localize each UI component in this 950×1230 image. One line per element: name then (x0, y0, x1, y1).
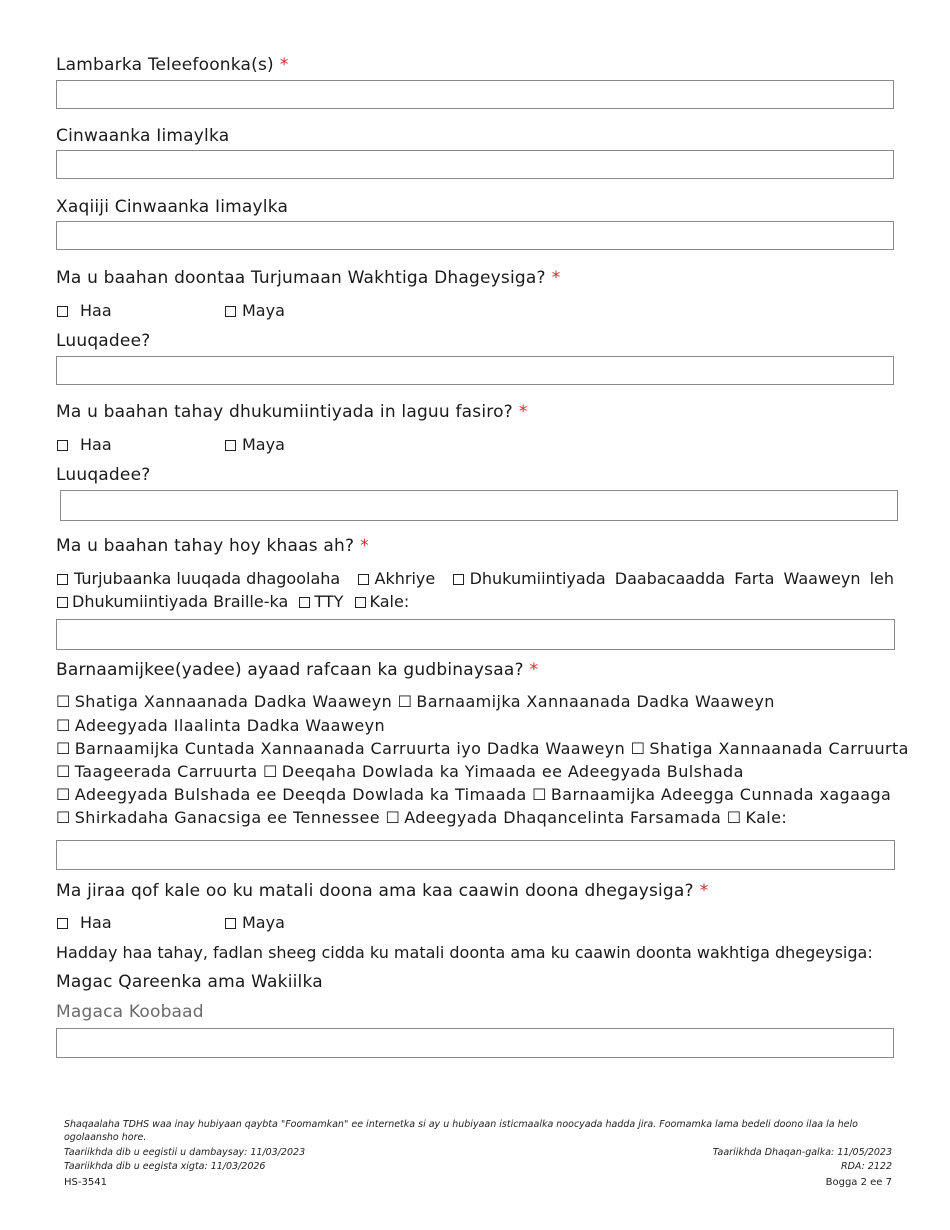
first-name-label: Magaca Koobaad (56, 1002, 204, 1022)
program-label: Deeqaha Dowlada ka Yimaada ee Adeegyada Bulshada (281, 762, 744, 781)
translation-yes-option[interactable] (57, 435, 112, 454)
checkbox-icon[interactable]: ☐ (56, 716, 71, 735)
program-item[interactable] (398, 692, 775, 711)
special-needs-question-text: Ma u baahan tahay hoy khaas ah? (56, 536, 355, 556)
special-needs-other-input[interactable] (56, 619, 895, 650)
program-label: Taageerada Carruurta (74, 762, 258, 781)
program-item[interactable] (631, 739, 909, 758)
phone-input[interactable] (56, 80, 894, 109)
footer-last-review: Taariikhda dib u eegistii u dambaysay: 11/03/2023 (64, 1147, 306, 1158)
program-label: Barnaamijka Adeegga Cunnada xagaaga (550, 785, 892, 804)
programs-line-2 (56, 716, 385, 735)
option-label: Haa (80, 913, 112, 932)
representative-instruction: Hadday haa tahay, fadlan sheeg cidda ku matali doonta ama ku caawin doonta wakhtiga dhegeysiga: (56, 943, 873, 962)
checkbox-icon[interactable] (358, 574, 369, 585)
program-item[interactable] (56, 739, 625, 758)
option-label: Maya (242, 913, 285, 932)
option-label: Dhukumiintiyada Braille-ka (72, 592, 289, 611)
program-label: Barnaamijka Cuntada Xannaanada Carruurta iyo Dadka Waaweyn (74, 739, 626, 758)
footer-next-review: Taariikhda dib u eegista xigta: 11/03/2026 (64, 1161, 266, 1172)
program-label: Barnaamijka Xannaanada Dadka Waaweyn (416, 692, 775, 711)
option-braille[interactable] (57, 592, 288, 611)
checkbox-icon[interactable] (57, 597, 68, 608)
email-label: Cinwaanka Iimaylka (56, 126, 230, 146)
program-item[interactable] (532, 785, 891, 804)
programs-line-4 (56, 762, 744, 781)
program-item[interactable] (56, 692, 392, 711)
program-item[interactable] (56, 785, 527, 804)
checkbox-icon[interactable]: ☐ (385, 808, 401, 827)
checkbox-icon[interactable]: ☐ (397, 692, 413, 711)
required-marker: * (360, 536, 369, 556)
program-item[interactable] (56, 808, 380, 827)
checkbox-icon[interactable] (57, 918, 68, 929)
checkbox-icon[interactable]: ☐ (56, 785, 71, 804)
checkbox-icon[interactable] (57, 440, 68, 451)
representative-name-label: Magac Qareenka ama Wakiilka (56, 972, 323, 992)
special-needs-question (56, 536, 369, 556)
option-label: Dhukumiintiyada Daabacaadda Farta Waaweyn leh (469, 569, 894, 588)
translation-question-text: Ma u baahan tahay dhukumiintiyada in laguu fasiro? (56, 402, 513, 422)
option-label: Haa (80, 301, 112, 320)
programs-question (56, 660, 538, 680)
option-reader[interactable] (358, 569, 436, 588)
program-label: Kale: (745, 808, 788, 827)
footer-effective-date: Taariikhda Dhaqan-galka: 11/05/2023 (712, 1147, 892, 1158)
footer-rda: RDA: 2122 (841, 1161, 892, 1172)
option-label: Maya (242, 301, 285, 320)
program-label: Shirkadaha Ganacsiga ee Tennessee (74, 808, 380, 827)
footer-page-number: Bogga 2 ee 7 (825, 1177, 892, 1188)
phone-label (56, 55, 289, 75)
representative-yes-option[interactable] (57, 913, 112, 932)
special-needs-row-2 (57, 592, 415, 611)
program-item[interactable] (56, 762, 258, 781)
representative-question (56, 881, 708, 901)
checkbox-icon[interactable] (225, 306, 236, 317)
checkbox-icon[interactable] (225, 440, 236, 451)
checkbox-icon[interactable]: ☐ (263, 762, 278, 781)
interpreter-language-label: Luuqadee? (56, 331, 151, 351)
email-confirm-input[interactable] (56, 221, 894, 250)
special-needs-row-1 (57, 569, 894, 588)
program-item[interactable] (727, 808, 787, 827)
program-item[interactable] (56, 716, 385, 735)
program-label: Adeegyada Ilaalinta Dadka Waaweyn (74, 716, 386, 735)
checkbox-icon[interactable]: ☐ (56, 808, 71, 827)
option-label: Maya (242, 435, 285, 454)
required-marker: * (279, 55, 289, 75)
interpreter-question-text: Ma u baahan doontaa Turjumaan Wakhtiga Dhageysiga? (56, 268, 546, 288)
programs-line-3 (56, 739, 909, 758)
program-label: Shatiga Xannaanada Dadka Waaweyn (74, 692, 393, 711)
translation-language-input[interactable] (60, 490, 898, 521)
programs-other-input[interactable] (56, 840, 895, 870)
translation-language-label: Luuqadee? (56, 465, 151, 485)
translation-no-option[interactable] (225, 435, 285, 454)
footer-form-number: HS-3541 (64, 1177, 107, 1188)
programs-line-6 (56, 808, 787, 827)
checkbox-icon[interactable] (57, 574, 68, 585)
interpreter-no-option[interactable] (225, 301, 285, 320)
representative-question-text: Ma jiraa qof kale oo ku matali doona ama kaa caawin doona dhegaysiga? (56, 881, 694, 901)
checkbox-icon[interactable]: ☐ (630, 739, 646, 758)
program-item[interactable] (263, 762, 744, 781)
required-marker: * (699, 881, 709, 901)
interpreter-question (56, 268, 560, 288)
programs-question-text: Barnaamijkee(yadee) ayaad rafcaan ka gudbinaysaa? (56, 660, 524, 680)
checkbox-icon[interactable] (299, 597, 310, 608)
option-sign-interpreter[interactable] (57, 569, 340, 588)
option-large-print[interactable] (453, 569, 894, 588)
option-other[interactable] (355, 592, 410, 611)
required-marker: * (529, 660, 539, 680)
checkbox-icon[interactable] (355, 597, 366, 608)
required-marker: * (518, 402, 528, 422)
option-label: Kale: (369, 592, 410, 611)
program-label: Adeegyada Dhaqancelinta Farsamada (404, 808, 722, 827)
checkbox-icon[interactable]: ☐ (726, 808, 742, 827)
representative-no-option[interactable] (225, 913, 285, 932)
interpreter-yes-option[interactable] (57, 301, 112, 320)
option-tty[interactable] (299, 592, 343, 611)
option-label: TTY (314, 592, 344, 611)
option-label: Akhriye (374, 569, 436, 588)
checkbox-icon[interactable] (225, 918, 236, 929)
required-marker: * (551, 268, 561, 288)
checkbox-icon[interactable]: ☐ (56, 762, 71, 781)
translation-question (56, 402, 528, 422)
checkbox-icon[interactable] (57, 306, 68, 317)
email-input[interactable] (56, 150, 894, 179)
checkbox-icon[interactable]: ☐ (56, 692, 71, 711)
programs-line-1 (56, 692, 775, 711)
program-item[interactable] (385, 808, 721, 827)
checkbox-icon[interactable]: ☐ (56, 739, 71, 758)
checkbox-icon[interactable]: ☐ (532, 785, 547, 804)
option-label: Haa (80, 435, 112, 454)
email-confirm-label: Xaqiiji Cinwaanka Iimaylka (56, 197, 289, 217)
interpreter-language-input[interactable] (56, 356, 894, 385)
phone-label-text: Lambarka Teleefoonka(s) (56, 55, 274, 75)
option-label: Turjubaanka luuqada dhagoolaha (74, 569, 341, 588)
program-label: Shatiga Xannaanada Carruurta (649, 739, 909, 758)
programs-line-5 (56, 785, 891, 804)
first-name-input[interactable] (56, 1028, 894, 1058)
program-label: Adeegyada Bulshada ee Deeqda Dowlada ka Timaada (74, 785, 527, 804)
footer-notice: Shaqaalaha TDHS waa inay hubiyaan qaybta "Foomamkan" ee internetka si ay u hubiyaan isticmaalka noocyada hadda jira. Foomamka lama bedeli doono ilaa la helo ogolaansho hore. (64, 1119, 858, 1143)
checkbox-icon[interactable] (453, 574, 464, 585)
